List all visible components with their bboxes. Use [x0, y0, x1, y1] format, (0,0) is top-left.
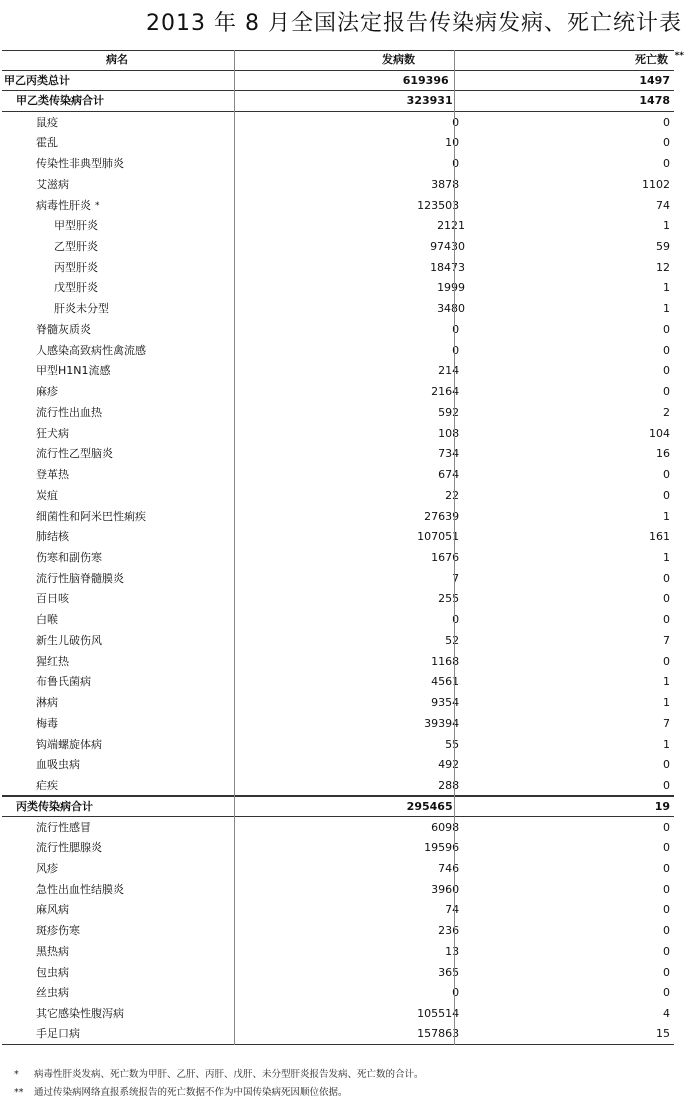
disease-name: 乙型肝炎 [54, 239, 98, 253]
cases-cell: 157863 [417, 1027, 460, 1041]
disease-name: 淋病 [36, 696, 58, 710]
deaths-cell: 0 [663, 115, 670, 129]
cases-cell: 55 [445, 737, 460, 751]
deaths-cell: 59 [655, 239, 670, 253]
group-ab-deaths: 1478 [639, 94, 671, 108]
cases-cell: 1999 [437, 281, 466, 295]
deaths-cell: 0 [663, 903, 670, 917]
disease-name-cell [2, 278, 266, 298]
disease-name-cell [2, 216, 266, 236]
disease-name: 百日咳 [36, 592, 69, 606]
disease-name-cell [2, 672, 254, 692]
disease-name-cell [2, 382, 254, 402]
deaths-cell: 0 [663, 322, 670, 336]
disease-name-cell [2, 693, 254, 713]
disease-name: 钩端螺旋体病 [36, 737, 102, 751]
table-row [2, 776, 674, 797]
disease-name-cell [2, 652, 254, 672]
cases-cell: 123503 [417, 198, 460, 212]
disease-name-cell [2, 1004, 254, 1024]
disease-name: 麻疹 [36, 385, 58, 399]
disease-name: 狂犬病 [36, 426, 69, 440]
deaths-cell: 0 [663, 592, 670, 606]
cases-cell: 0 [452, 322, 460, 336]
disease-name-cell [2, 341, 254, 361]
disease-name-cell [2, 361, 254, 381]
deaths-cell: 1 [663, 550, 670, 564]
cases-cell: 734 [438, 447, 460, 461]
cases-cell: 4561 [431, 675, 460, 689]
deaths-cell: 0 [663, 571, 670, 585]
cases-cell: 365 [438, 965, 460, 979]
statistics-table [2, 50, 684, 1045]
table-row [2, 278, 674, 299]
table-row [2, 921, 674, 942]
disease-name-cell [2, 320, 254, 340]
table-row [2, 693, 674, 714]
deaths-cell: 0 [663, 613, 670, 627]
column-divider [234, 50, 235, 1045]
table-row [2, 942, 674, 963]
disease-name-cell [2, 838, 254, 858]
group-ab-name: 甲乙类传染病合计 [16, 94, 104, 108]
disease-name: 霍乱 [36, 136, 58, 150]
disease-name-cell [2, 444, 254, 464]
header-name: 病名 [106, 53, 128, 67]
disease-name-cell [2, 196, 254, 216]
deaths-cell: 1 [663, 675, 670, 689]
disease-name: 流行性脑脊髓膜炎 [36, 571, 124, 585]
table-row [2, 423, 674, 444]
disease-name: 病毒性肝炎 [36, 198, 91, 212]
table-row [2, 962, 674, 983]
cases-cell: 74 [445, 903, 460, 917]
cases-cell: 0 [452, 157, 460, 171]
disease-name-cell [2, 465, 254, 485]
footnote-mark: * [14, 1069, 19, 1080]
footnote [14, 1066, 674, 1084]
deaths-cell: 7 [663, 633, 670, 647]
disease-name: 伤寒和副伤寒 [36, 550, 102, 564]
cases-cell: 3480 [437, 302, 466, 316]
deaths-cell: 0 [663, 758, 670, 772]
deaths-cell: 74 [656, 198, 670, 212]
disease-name: 甲型肝炎 [54, 219, 98, 233]
disease-name-cell [2, 175, 254, 195]
deaths-cell: 12 [655, 260, 670, 274]
table-header [2, 50, 684, 71]
deaths-cell: 4 [663, 1007, 670, 1021]
deaths-cell: 0 [663, 157, 670, 171]
table-row [2, 216, 674, 237]
footnote-text: 通过传染病网络直报系统报告的死亡数据不作为中国传染病死因顺位依据。 [34, 1087, 348, 1098]
table-row [2, 506, 674, 527]
footnote-text: 病毒性肝炎发病、死亡数为甲肝、乙肝、丙肝、戊肝、未分型肝炎报告发病、死亡数的合计。 [34, 1069, 424, 1080]
group-ab-row [2, 91, 674, 112]
disease-name: 流行性感冒 [36, 820, 91, 834]
cases-cell: 288 [438, 778, 460, 792]
table-row [2, 610, 674, 631]
disease-name-cell [2, 610, 254, 630]
total-name: 甲乙丙类总计 [4, 73, 70, 87]
table-row [2, 237, 674, 258]
disease-name: 血吸虫病 [36, 758, 80, 772]
table-row [2, 257, 674, 278]
disease-name: 黑热病 [36, 944, 69, 958]
cases-cell: 2121 [437, 219, 466, 233]
deaths-cell: 16 [656, 447, 670, 461]
disease-name-cell [2, 258, 266, 278]
cases-cell: 214 [438, 364, 460, 378]
deaths-cell: 0 [663, 364, 670, 378]
deaths-cell: 7 [663, 716, 670, 730]
disease-name: 风疹 [36, 862, 58, 875]
deaths-cell: 0 [663, 841, 670, 855]
deaths-cell: 1 [662, 302, 670, 316]
disease-name-cell [2, 776, 254, 796]
disease-name-cell [2, 569, 254, 589]
deaths-cell: 0 [663, 468, 670, 482]
deaths-cell: 1 [663, 509, 670, 523]
disease-name: 手足口病 [36, 1027, 80, 1041]
group-c-cases: 295465 [406, 799, 453, 813]
cases-cell: 52 [445, 633, 460, 647]
deaths-cell: 0 [663, 820, 670, 834]
table-row [2, 112, 674, 133]
disease-name: 麻风病 [36, 903, 69, 917]
deaths-cell: 15 [656, 1027, 670, 1041]
disease-name-cell [2, 548, 254, 568]
deaths-cell: 1 [663, 696, 670, 710]
disease-name: 梅毒 [36, 716, 58, 730]
disease-name-cell [2, 818, 254, 838]
disease-name: 猩红热 [36, 654, 69, 668]
cases-cell: 18473 [430, 260, 466, 274]
disease-name: 鼠疫 [36, 115, 58, 129]
disease-name: 艾滋病 [36, 177, 69, 191]
deaths-cell: 0 [663, 862, 670, 875]
cases-cell: 0 [452, 613, 460, 627]
group-c-items [2, 817, 674, 1045]
disease-name-cell [2, 631, 254, 651]
cases-cell: 108 [438, 426, 460, 440]
disease-name-cell [2, 859, 254, 879]
footnote-marker: * [95, 200, 100, 211]
disease-name: 斑疹伤寒 [36, 924, 80, 938]
disease-name: 传染性非典型肺炎 [36, 157, 124, 171]
deaths-cell: 0 [663, 488, 670, 502]
disease-name-cell [2, 507, 254, 527]
total-deaths: 1497 [639, 73, 670, 87]
cases-cell: 22 [445, 488, 460, 502]
cases-cell: 3878 [431, 177, 460, 191]
cases-cell: 0 [452, 343, 460, 357]
disease-name-cell [2, 1024, 254, 1044]
total-cases: 619396 [402, 73, 449, 87]
disease-name-cell [2, 942, 254, 962]
header-cases: 发病数 [382, 53, 415, 67]
cases-cell: 6098 [431, 820, 460, 834]
footnote [14, 1084, 674, 1102]
footnote-mark: ** [14, 1087, 24, 1098]
cases-cell: 2164 [431, 385, 460, 399]
deaths-cell: 0 [663, 136, 670, 150]
header-deaths: 死亡数 [635, 53, 668, 67]
deaths-cell: 0 [663, 343, 670, 357]
disease-name: 流行性乙型脑炎 [36, 447, 113, 461]
deaths-cell: 1102 [642, 177, 670, 191]
disease-name-cell [2, 237, 266, 257]
table-row [2, 734, 674, 755]
deaths-cell: 1 [662, 281, 670, 295]
deaths-cell: 0 [663, 882, 670, 896]
cases-cell: 492 [438, 758, 460, 772]
disease-name: 细菌性和阿米巴性痢疾 [36, 509, 146, 523]
cases-cell: 1168 [431, 654, 460, 668]
disease-name-cell [2, 113, 254, 133]
disease-name-cell [2, 527, 254, 547]
table-row [2, 983, 674, 1004]
group-c-name: 丙类传染病合计 [16, 799, 93, 813]
total-row [2, 71, 674, 92]
disease-name: 甲型H1N1流感 [36, 364, 111, 378]
table-row [2, 382, 674, 403]
disease-name: 急性出血性结膜炎 [36, 882, 124, 896]
disease-name-cell [2, 921, 254, 941]
disease-name: 肝炎未分型 [54, 302, 109, 316]
disease-name: 流行性出血热 [36, 405, 102, 419]
disease-name: 包虫病 [36, 965, 69, 979]
cases-cell: 746 [438, 862, 460, 875]
disease-name-cell [2, 714, 254, 734]
deaths-cell: 161 [649, 530, 670, 544]
table-row [2, 1004, 674, 1025]
table-row [2, 859, 674, 880]
cases-cell: 236 [438, 924, 460, 938]
disease-name-cell [2, 486, 254, 506]
cases-cell: 39394 [424, 716, 460, 730]
table-row [2, 340, 674, 361]
column-divider [454, 50, 455, 1045]
disease-name-cell [2, 403, 254, 423]
cases-cell: 9354 [431, 696, 460, 710]
disease-name-cell [2, 900, 254, 920]
deaths-cell: 2 [663, 405, 670, 419]
header-deaths-mark: ** [674, 51, 684, 62]
table-row [2, 714, 674, 735]
table-row [2, 465, 674, 486]
table-row [2, 589, 674, 610]
cases-cell: 19596 [424, 841, 460, 855]
table-row [2, 154, 674, 175]
disease-name: 登革热 [36, 468, 69, 482]
deaths-cell: 0 [663, 385, 670, 399]
disease-name-cell [2, 299, 266, 319]
disease-name: 炭疽 [36, 488, 58, 502]
cases-cell: 10 [445, 136, 460, 150]
cases-cell: 3960 [431, 882, 460, 896]
deaths-cell: 104 [649, 426, 670, 440]
disease-name-cell [2, 424, 254, 444]
table-row [2, 174, 674, 195]
footnotes [14, 1066, 674, 1102]
deaths-cell: 0 [663, 924, 670, 938]
disease-name: 肺结核 [36, 530, 69, 544]
cases-cell: 0 [452, 115, 460, 129]
deaths-cell: 1 [662, 219, 670, 233]
disease-name-cell [2, 755, 254, 775]
disease-name-cell [2, 963, 254, 983]
cases-cell: 105514 [417, 1007, 460, 1021]
cases-cell: 107051 [417, 530, 460, 544]
group-c-row [2, 796, 674, 817]
cases-cell: 13 [445, 944, 460, 958]
disease-name: 丝虫病 [36, 986, 69, 1000]
deaths-cell: 0 [663, 986, 670, 1000]
table-row [2, 631, 674, 652]
disease-name: 新生儿破伤风 [36, 633, 102, 647]
disease-name-cell [2, 154, 254, 174]
disease-name-cell [2, 880, 254, 900]
deaths-cell: 0 [663, 965, 670, 979]
table-row [2, 672, 674, 693]
disease-name: 白喉 [36, 613, 58, 627]
disease-name: 流行性腮腺炎 [36, 841, 102, 855]
disease-name: 脊髓灰质炎 [36, 322, 91, 336]
cases-cell: 255 [438, 592, 460, 606]
table-row [2, 299, 674, 320]
disease-name: 其它感染性腹泻病 [36, 1007, 124, 1021]
deaths-cell: 1 [663, 737, 670, 751]
table-row [2, 838, 674, 859]
table-row [2, 651, 674, 672]
table-row [2, 444, 674, 465]
group-ab-cases: 323931 [406, 94, 453, 108]
cases-cell: 0 [452, 986, 460, 1000]
disease-name-cell [2, 735, 254, 755]
cases-cell: 7 [452, 571, 460, 585]
table-row [2, 485, 674, 506]
disease-name: 戊型肝炎 [54, 281, 98, 295]
cases-cell: 674 [438, 468, 460, 482]
disease-name: 布鲁氏菌病 [36, 675, 91, 689]
cases-cell: 97430 [430, 239, 466, 253]
header-deaths-cell [452, 50, 684, 70]
table-row [2, 133, 674, 154]
disease-name-cell [2, 589, 254, 609]
table-row [2, 527, 674, 548]
deaths-cell: 0 [663, 654, 670, 668]
disease-name-cell [2, 133, 254, 153]
group-c-deaths: 19 [654, 799, 671, 813]
table-row [2, 548, 674, 569]
table-row [2, 361, 674, 382]
table-row [2, 879, 674, 900]
cases-cell: 592 [438, 405, 460, 419]
deaths-cell: 0 [663, 944, 670, 958]
disease-name-cell [2, 983, 254, 1003]
table-row [2, 755, 674, 776]
table-row [2, 1025, 674, 1046]
table-row [2, 320, 674, 341]
table-row [2, 402, 674, 423]
cases-cell: 1676 [431, 550, 460, 564]
deaths-cell: 0 [663, 778, 670, 792]
cases-cell: 27639 [424, 509, 460, 523]
disease-name: 疟疾 [36, 778, 58, 792]
disease-name: 人感染高致病性禽流感 [36, 343, 146, 357]
table-row [2, 195, 674, 216]
table-row [2, 900, 674, 921]
page-title: 2013 年 8 月全国法定报告传染病发病、死亡统计表 [146, 11, 682, 36]
disease-name: 丙型肝炎 [54, 260, 98, 274]
table-row [2, 817, 674, 838]
group-ab-items [2, 112, 674, 796]
table-row [2, 568, 674, 589]
